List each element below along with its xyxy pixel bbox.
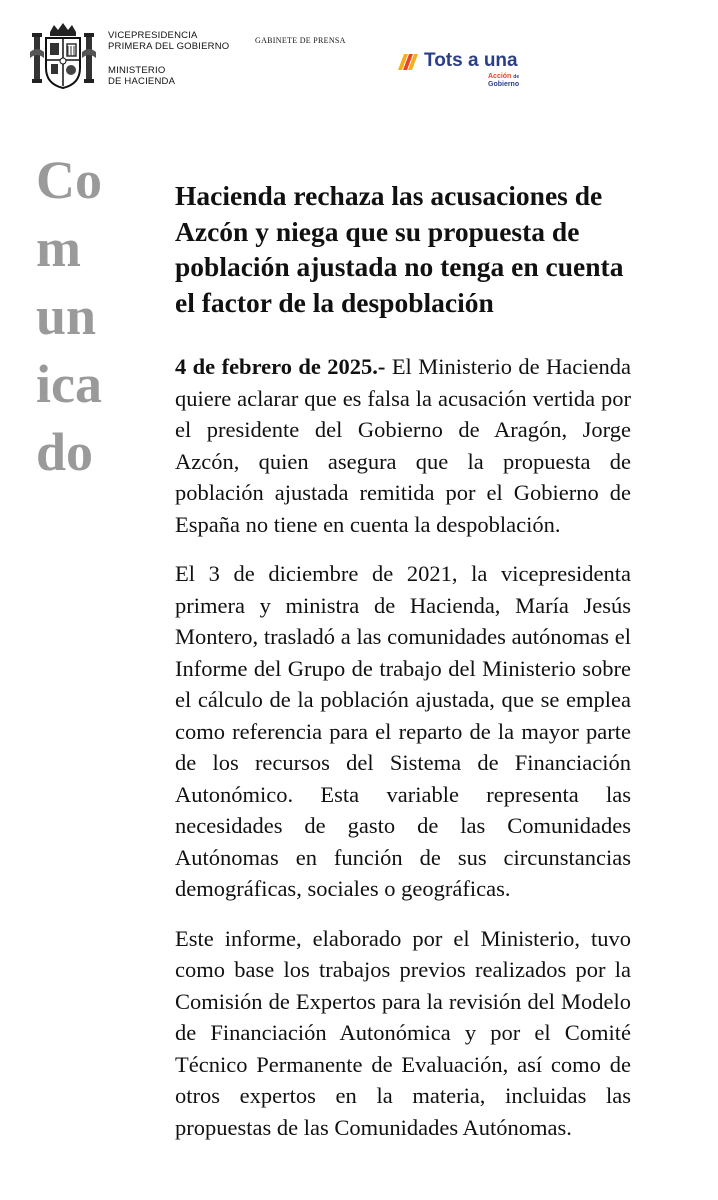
article-date: 4 de febrero de 2025.- (175, 354, 386, 379)
side-word-fragment: do (36, 422, 94, 482)
article-paragraph-2: El 3 de diciembre de 2021, la vicepresidenta primera y ministra de Hacienda, María Jesús Montero, trasladó a las comunidades autónomas el Informe del Grupo de trabajo del Ministerio sobre el cálculo de la población ajustada, que se emplea como referencia para el reparto de la mayor parte de los recursos del Sistema de Financiación Autonómico. Esta variable representa las necesidades de gasto de las Comunidades Autónomas en función de sus circunstancias demográficas, sociales o geográficas. (175, 561, 631, 901)
article-paragraph-3: Este informe, elaborado por el Ministerio, tuvo como base los trabajos previos realizados por la Comisión de Expertos para la revisión del Modelo de Financiación Autonómica y por el Comité Técnico Permanente de Evaluación, así como de otros expertos en la materia, incluidas las propuestas de las Comunidades Autónomas. (175, 925, 631, 1140)
ministry-line: PRIMERA DEL GOBIERNO (108, 41, 230, 52)
paragraph-1-text: El Ministerio de Hacienda quiere aclarar que es falsa la acusación vertida por el presidente del Gobierno de Aragón, Jorge Azcón, quien asegura que la propuesta de población ajustada remitida por el Gobierno de España no tiene en cuenta la despoblación. (175, 354, 631, 537)
campaign-logo-text: Tots a una (424, 50, 518, 71)
ministry-line: VICEPRESIDENCIA (108, 30, 198, 41)
document-header (0, 0, 718, 100)
article-body (175, 178, 631, 1161)
comunicado-side-title (36, 146, 146, 486)
coat-of-arms-icon (30, 22, 96, 92)
flag-stripes-icon (398, 54, 420, 70)
press-office-label: GABINETE DE PRENSA (255, 36, 346, 45)
side-word-fragment: un (36, 286, 97, 346)
ministry-line: DE HACIENDA (108, 76, 176, 87)
side-word-fragment: ica (36, 354, 102, 414)
side-word-fragment: Co (36, 150, 102, 210)
campaign-logo (398, 50, 538, 90)
article-title: Hacienda rechaza las acusaciones de Azcón y niega que su propuesta de población ajustada no tenga en cuenta el factor de la despoblación (175, 180, 624, 318)
campaign-sub-accion: Acción (488, 73, 512, 80)
campaign-sub-de: de (513, 74, 520, 80)
ministry-line: MINISTERIO (108, 65, 166, 76)
article-paragraph-1 (175, 351, 631, 540)
campaign-sub-gobierno: Gobierno (488, 81, 520, 88)
side-word-fragment: m (36, 218, 81, 278)
campaign-logo-subtitle (488, 73, 538, 88)
ministry-name (108, 30, 229, 87)
